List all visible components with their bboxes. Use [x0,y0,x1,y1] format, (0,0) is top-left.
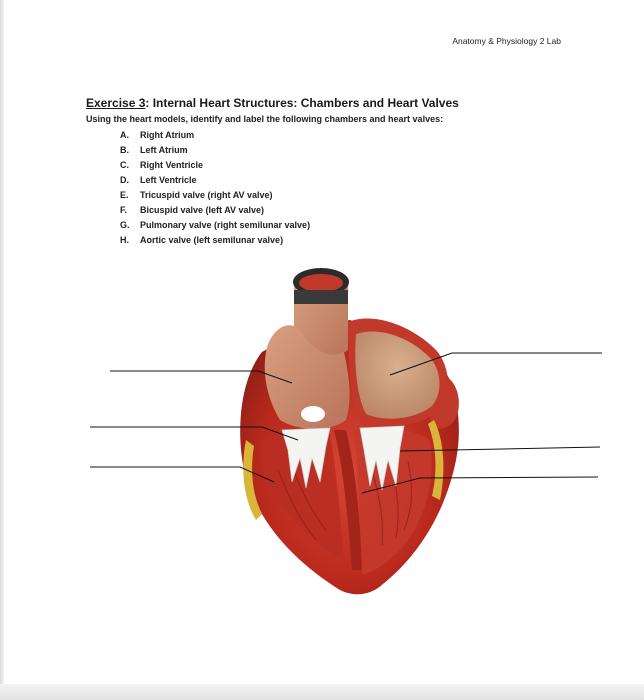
exercise-number: Exercise 3 [86,96,146,110]
list-text: Tricuspid valve (right AV valve) [140,190,273,200]
list-letter: D. [120,175,129,185]
list-text: Pulmonary valve (right semilunar valve) [140,220,311,230]
list-letter: E. [120,190,129,200]
list-letter: A. [120,130,129,140]
list-letter: F. [120,205,128,215]
course-header: Anatomy & Physiology 2 Lab [452,36,561,46]
list-letter: B. [120,145,129,155]
vena-cava-opening [301,406,325,422]
list-text: Aortic valve (left semilunar valve) [140,235,284,245]
exercise-instructions: Using the heart models, identify and label the following chambers and heart valves: [86,114,444,124]
list-text: Left Ventricle [140,175,197,185]
list-letter: G. [120,220,130,230]
aorta-opening [299,274,343,292]
list-letter: C. [120,160,129,170]
exercise-title-text: : Internal Heart Structures: Chambers and Heart Valves [145,96,459,110]
aorta-band [294,290,348,304]
list-text: Right Atrium [140,130,195,140]
list-text: Left Atrium [140,145,188,155]
list-letter: H. [120,235,129,245]
list-text: Right Ventricle [140,160,204,170]
list-text: Bicuspid valve (left AV valve) [140,205,265,215]
